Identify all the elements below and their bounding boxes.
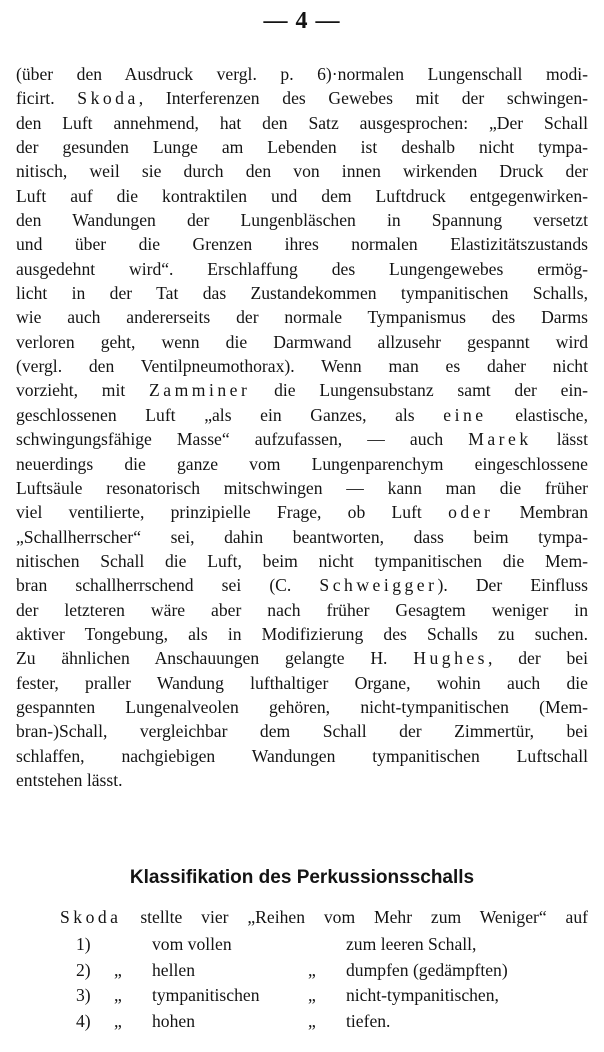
text-line: (über den Ausdruck vergl. p. 6)·normalen Lungenschall modi- [16,64,588,84]
text-line: Luft auf die kontraktilen und dem Luftdruck entgegenwirken- [16,185,588,206]
body-text [16,62,588,792]
spaced-name: Skoda [60,907,122,927]
row-number: 2) [76,959,91,980]
text-line: nitisch, weil sie durch den von innen wirkenden Druck der [16,161,588,182]
classification-list [76,932,596,1034]
row-number: 4) [76,1010,91,1031]
text-line: schlaffen, nachgiebigen Wandungen tympanitischen Luftschall [16,745,588,766]
spaced-name: Hughes [413,648,489,669]
text-line: gespannten Lungenalveolen gehören, nicht-tympanitischen (Mem- [16,696,588,717]
text-line: ausgedehnt wird“. Erschlaffung des Lungengewebes ermög- [16,258,588,279]
row-number: 3) [76,985,91,1005]
term-less: tiefen. [346,1010,391,1031]
section-intro: Skoda stellte vier „Reihen vom Mehr zum Weniger“ auf [60,907,588,927]
spaced-name: Marek [468,429,532,450]
text-line: verloren geht, wenn die Darmwand allzusehr gespannt wird [16,331,588,352]
text-line: schwingungsfähige Masse“ aufzufassen, — auch Marek lässt [16,429,588,450]
classification-row [76,983,596,1009]
text-line: wie auch andererseits der normale Tympanismus des Darms [16,307,588,328]
text-line: Luftsäule resonatorisch mitschwingen — kann man die früher [16,477,588,498]
text-line: fester, praller Wandung lufthaltiger Organe, wohin auch die [16,672,588,693]
text-line: viel ventilierte, prinzipielle Frage, ob Luft oder Membran [16,502,588,523]
ditto-mark: „ [114,985,122,1005]
section-heading: Klassifikation des Perkussionsschalls [129,867,475,888]
text-line: aktiver Tongebung, als in Modifizierung des Schalls zu suchen. [16,623,588,644]
page-number: — 4 — [263,8,341,34]
classification-row [76,932,596,958]
text-line: den Wandungen der Lungenbläschen in Spannung versetzt [16,210,588,231]
spaced-name: Zamminer [149,380,251,401]
row-number: 1) [76,934,91,954]
term-more: vom vollen [152,934,232,954]
text-line: der letzteren wäre aber nach früher Gesagtem weniger in [16,599,588,620]
text-line: den Luft annehmend, hat den Satz ausgesprochen: „Der Schall [16,112,588,133]
spaced-name: Schweigger [319,575,438,596]
text-line: nitischen Schall die Luft, beim nicht tympanitischen die Mem- [16,550,588,571]
spaced-name: oder [448,502,494,523]
text-line: und über die Grenzen ihres normalen Elastizitätszustands [16,234,588,255]
ditto-mark: „ [308,985,316,1005]
text-line: entstehen lässt. [16,769,123,790]
spaced-name: Skoda [77,88,139,109]
term-more: hellen [152,959,195,980]
classification-row [76,958,596,984]
text-line: „Schallherrscher“ sei, dahin beantworten, dass beim tympa- [16,526,588,547]
classification-row [76,1009,596,1035]
ditto-mark: „ [308,1010,316,1031]
spaced-name: eine [443,404,487,425]
text-line: vorzieht, mit Zamminer die Lungensubstanz samt der ein- [16,380,588,401]
text-line: neuerdings die ganze vom Lungenparenchym eingeschlossene [16,453,588,474]
term-more: tympanitischen [152,985,260,1005]
ditto-mark: „ [114,1010,122,1031]
text-line: bran-)Schall, vergleichbar dem Schall der Zimmertür, bei [16,721,588,742]
text-line: (vergl. den Ventilpneumothorax). Wenn man es daher nicht [16,356,588,377]
text-line: bran schallherrschend sei (C. Schweigger). Der Einfluss [16,575,588,596]
text-line: licht in der Tat das Zustandekommen tympanitischen Schalls, [16,283,588,304]
term-less: nicht-tympanitischen, [346,985,499,1005]
ditto-mark: „ [308,959,316,980]
text-line: Zu ähnlichen Anschauungen gelangte H. Hughes, der bei [16,648,589,669]
text-line: der gesunden Lunge am Lebenden ist deshalb nicht tympa- [16,137,588,158]
term-more: hohen [152,1010,195,1031]
text-line: ficirt. Skoda, Interferenzen des Gewebes mit der schwingen- [16,88,588,109]
term-less: dumpfen (gedämpften) [346,959,508,980]
ditto-mark: „ [114,959,122,980]
text-line: geschlossenen Luft „als ein Ganzes, als eine elastische, [16,404,588,425]
term-less: zum leeren Schall, [346,934,477,954]
